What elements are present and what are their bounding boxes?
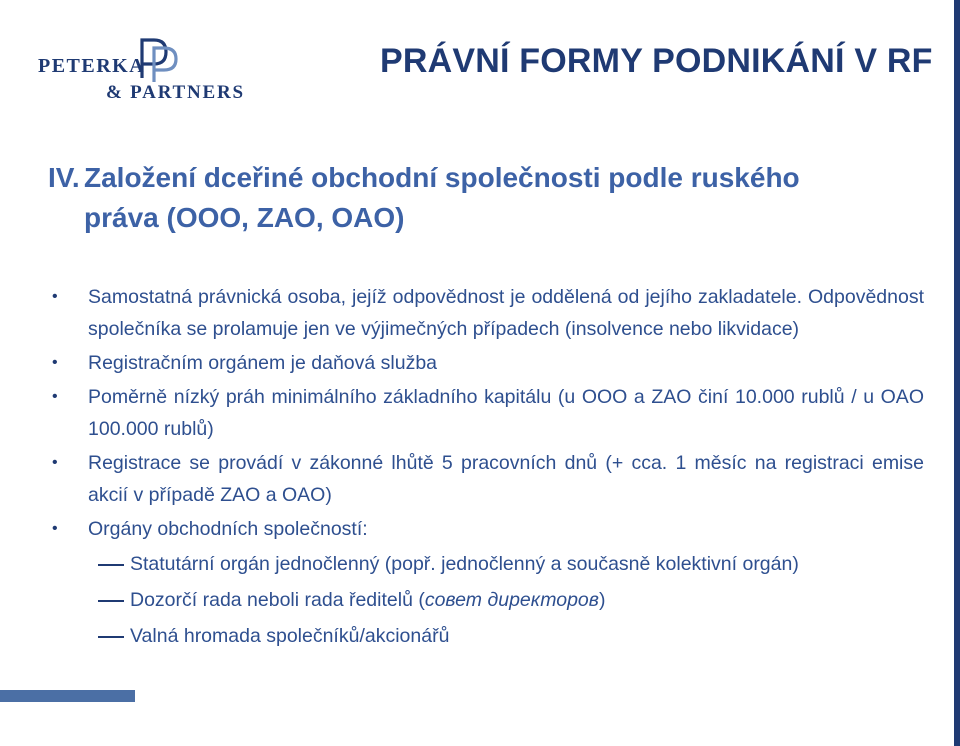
dash-icon — [98, 600, 124, 602]
logo-partners: & PARTNERS — [106, 82, 245, 102]
sub-item-text: Valná hromada společníků/akcionářů — [130, 625, 450, 647]
slide-title: PRÁVNÍ FORMY PODNIKÁNÍ V RF — [380, 42, 933, 80]
bullet-item — [48, 381, 924, 445]
section-number: IV. — [48, 162, 80, 193]
dash-icon — [98, 564, 124, 566]
bullet-icon — [52, 281, 58, 313]
bullet-text: Registrace se provádí v zákonné lhůtě 5 pracovních dnů (+ cca. 1 měsíc na registraci emise akcií v případě ZAO a OAO) — [88, 452, 924, 506]
sub-item-text: Dozorčí rada neboli rada ředitelů ( — [130, 589, 425, 611]
bullet-icon — [52, 381, 58, 413]
dash-icon — [98, 636, 124, 638]
bullet-list — [48, 281, 924, 653]
bullet-item — [48, 281, 924, 345]
logo-wordmark: PETERKA — [38, 55, 146, 77]
footer-accent-bar — [0, 690, 135, 702]
bullet-item — [48, 447, 924, 511]
section-heading-line1: Založení dceřiné obchodní společnosti podle ruského — [84, 162, 800, 193]
sub-item-general-meeting — [48, 619, 924, 653]
bullet-icon — [52, 447, 58, 479]
bullet-text: Registračním orgánem je daňová služba — [88, 352, 438, 374]
bullet-text: Poměrně nízký práh minimálního základního kapitálu (u OOO a ZAO činí 10.000 rublů / u OAO 100.000 rublů) — [88, 386, 924, 440]
bullet-icon — [52, 347, 58, 379]
bullet-text: Orgány obchodních společností: — [88, 518, 368, 540]
sub-item-statutory-body — [48, 547, 924, 581]
sub-item-text: Statutární orgán jednočlenný (popř. jednočlenný a současně kolektivní orgán) — [130, 553, 799, 575]
section-heading-line2: práva (OOO, ZAO, OAO) — [84, 202, 405, 233]
bullet-icon — [52, 513, 58, 545]
bullet-item — [48, 513, 924, 545]
bullet-text: Samostatná právnická osoba, jejíž odpovědnost je oddělená od jejího zakladatele. Odpovědnost společníka se prolamuje jen ve výjimečných případech (insolvence nebo likvidace) — [88, 286, 924, 340]
sub-item-supervisory-board — [48, 583, 924, 617]
right-edge-stripe — [954, 0, 960, 746]
sub-item-text-tail: ) — [598, 589, 606, 611]
bullet-item — [48, 347, 924, 379]
peterka-partners-logo — [38, 36, 278, 102]
section-heading — [48, 158, 926, 238]
sub-item-russian-term: совет директоров — [424, 589, 599, 611]
